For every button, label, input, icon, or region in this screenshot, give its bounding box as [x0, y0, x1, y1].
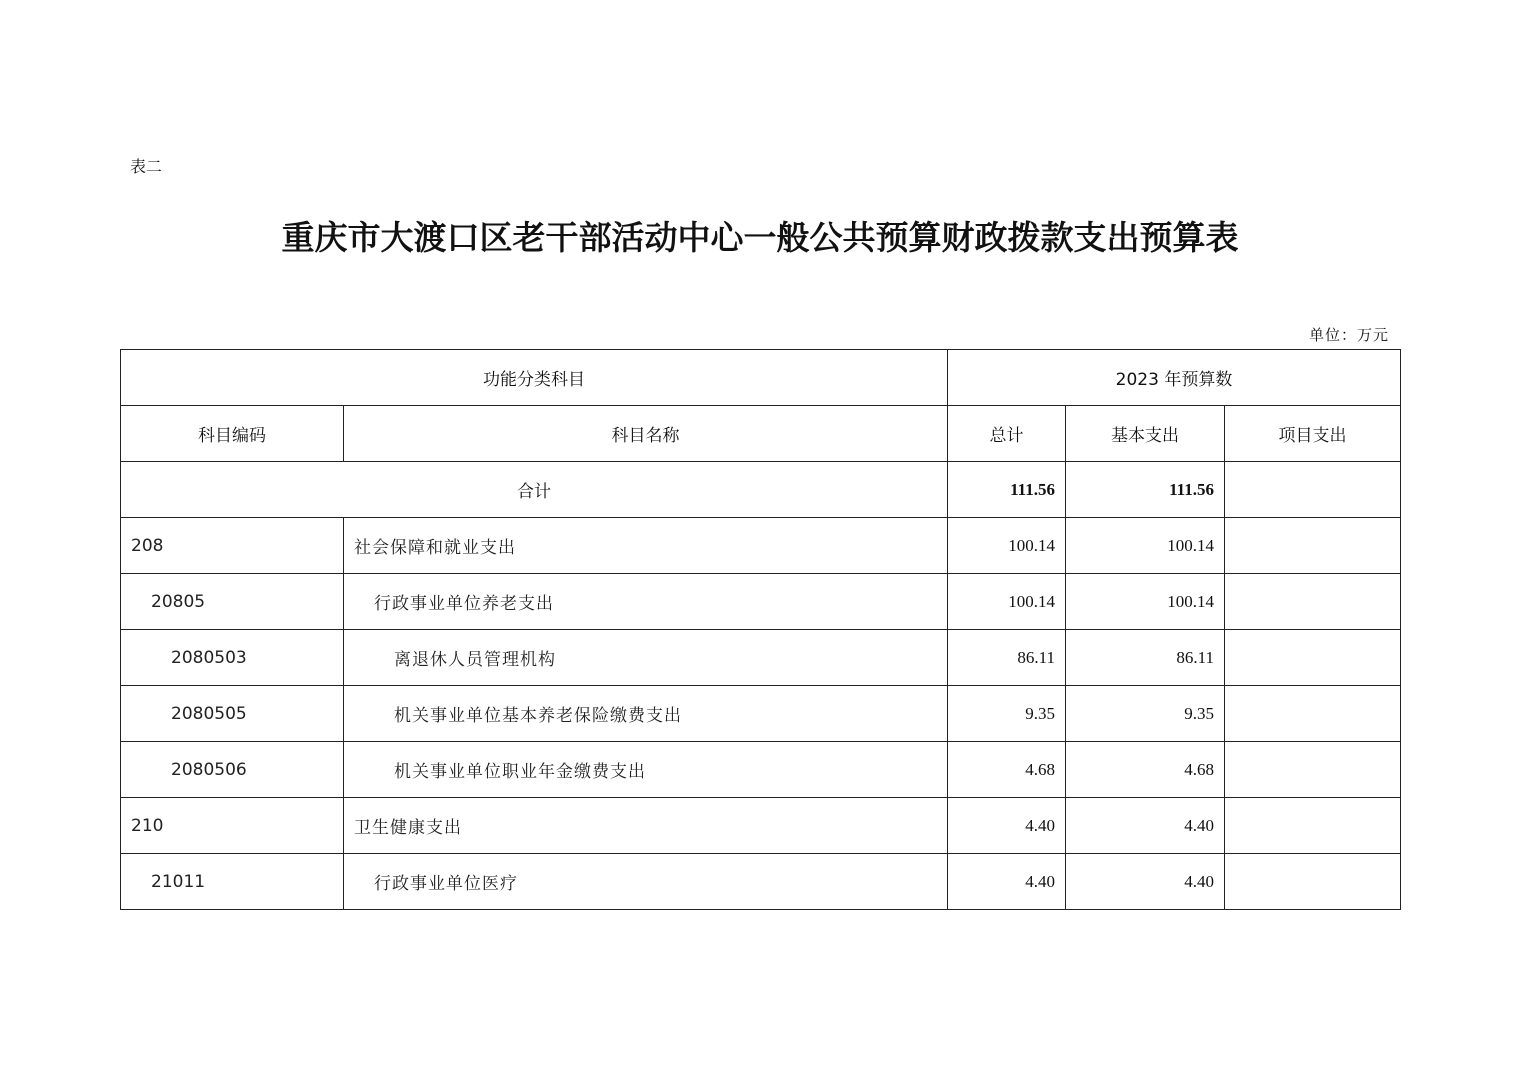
row-basic: 86.11: [1066, 630, 1225, 686]
row-code: 2080503: [121, 630, 344, 686]
row-total: 86.11: [948, 630, 1066, 686]
row-project: [1225, 574, 1401, 630]
summary-basic: 111.56: [1066, 462, 1225, 518]
row-total: 100.14: [948, 518, 1066, 574]
row-project: [1225, 742, 1401, 798]
row-project: [1225, 798, 1401, 854]
row-basic: 9.35: [1066, 686, 1225, 742]
table-row: [121, 742, 1401, 798]
summary-row: [121, 462, 1401, 518]
header-budget-year: 2023 年预算数: [948, 350, 1401, 406]
row-project: [1225, 518, 1401, 574]
row-basic: 100.14: [1066, 574, 1225, 630]
row-code: 20805: [121, 574, 344, 630]
row-name: 行政事业单位医疗: [344, 854, 948, 910]
unit-label: 单位：万元: [1308, 326, 1389, 344]
table-row: [121, 630, 1401, 686]
table-row: [121, 574, 1401, 630]
row-project: [1225, 630, 1401, 686]
row-name: 机关事业单位职业年金缴费支出: [344, 742, 948, 798]
row-name: 机关事业单位基本养老保险缴费支出: [344, 686, 948, 742]
header-project: 项目支出: [1225, 406, 1401, 462]
budget-table: [120, 349, 1401, 910]
row-total: 4.68: [948, 742, 1066, 798]
row-basic: 4.68: [1066, 742, 1225, 798]
row-total: 100.14: [948, 574, 1066, 630]
table-row: [121, 686, 1401, 742]
row-total: 4.40: [948, 854, 1066, 910]
table-row: [121, 518, 1401, 574]
row-name: 行政事业单位养老支出: [344, 574, 948, 630]
summary-total: 111.56: [948, 462, 1066, 518]
row-name: 社会保障和就业支出: [344, 518, 948, 574]
row-total: 9.35: [948, 686, 1066, 742]
row-name: 卫生健康支出: [344, 798, 948, 854]
table-row: [121, 798, 1401, 854]
summary-project: [1225, 462, 1401, 518]
summary-label: 合计: [121, 462, 948, 518]
document-title: 重庆市大渡口区老干部活动中心一般公共预算财政拨款支出预算表: [281, 218, 1239, 257]
row-code: 21011: [121, 854, 344, 910]
table-row: [121, 854, 1401, 910]
header-code: 科目编码: [121, 406, 344, 462]
header-basic: 基本支出: [1066, 406, 1225, 462]
row-code: 210: [121, 798, 344, 854]
header-functional-category: 功能分类科目: [121, 350, 948, 406]
table-number-label: 表二: [130, 157, 163, 176]
header-row-sub: [121, 406, 1401, 462]
row-project: [1225, 854, 1401, 910]
row-code: 208: [121, 518, 344, 574]
header-name: 科目名称: [344, 406, 948, 462]
row-name: 离退休人员管理机构: [344, 630, 948, 686]
header-total: 总计: [948, 406, 1066, 462]
row-basic: 4.40: [1066, 854, 1225, 910]
row-total: 4.40: [948, 798, 1066, 854]
row-code: 2080506: [121, 742, 344, 798]
row-basic: 100.14: [1066, 518, 1225, 574]
header-row-top: [121, 350, 1401, 406]
row-code: 2080505: [121, 686, 344, 742]
row-project: [1225, 686, 1401, 742]
row-basic: 4.40: [1066, 798, 1225, 854]
